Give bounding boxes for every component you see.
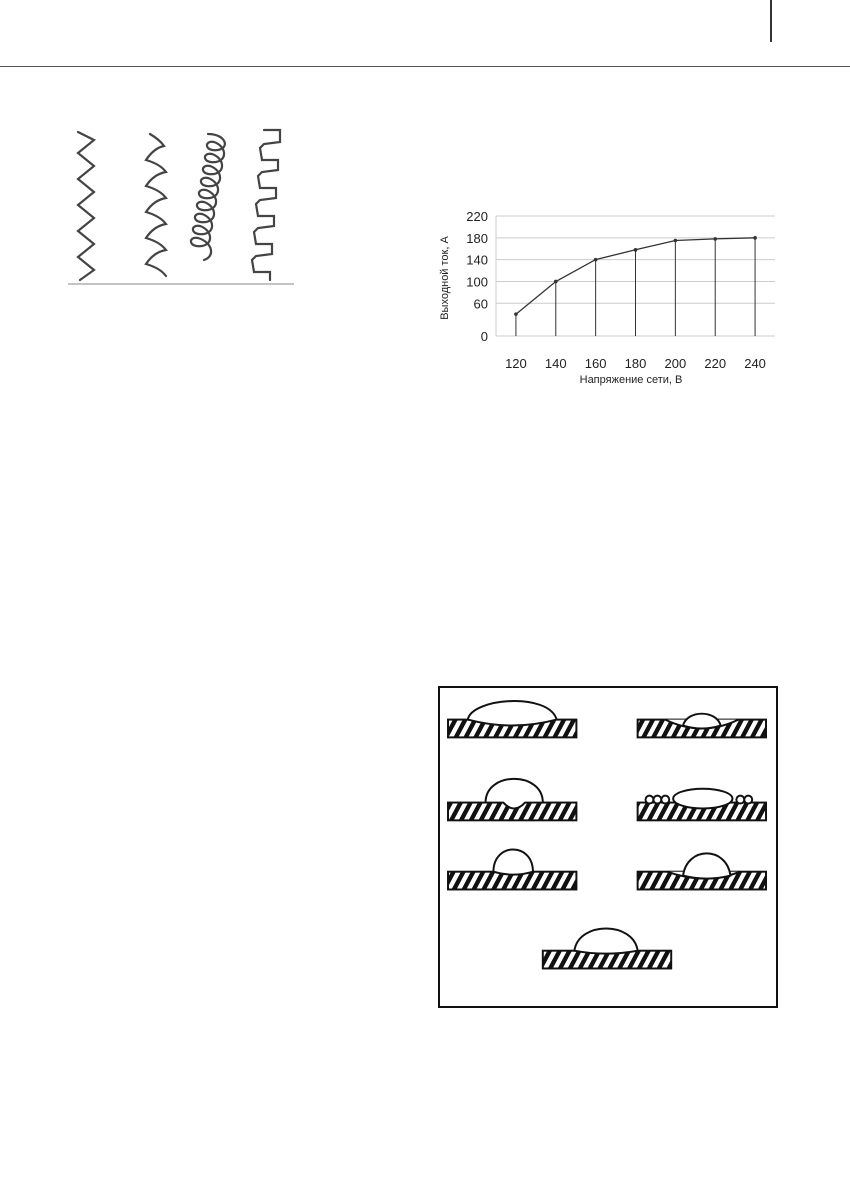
- data-point: [634, 248, 638, 252]
- x-tick-label: 200: [664, 356, 687, 371]
- header-rule: [0, 66, 850, 67]
- data-point: [554, 280, 558, 284]
- x-tick-label: 240: [744, 356, 766, 371]
- y-tick-label: 180: [466, 230, 488, 246]
- current-voltage-chart: [433, 200, 778, 395]
- y-tick-label: 220: [466, 209, 488, 224]
- loop-weave: [191, 134, 225, 260]
- weld-profile-2: [638, 714, 766, 738]
- crescent-weave: [146, 134, 166, 276]
- weld-profile-4: [638, 789, 766, 821]
- weld-profile-3: [448, 779, 576, 820]
- y-tick-labels: [466, 209, 488, 344]
- data-point: [514, 312, 518, 316]
- x-tick-labels: [505, 356, 766, 371]
- y-tick-label: 100: [466, 274, 488, 290]
- x-tick-label: 120: [505, 356, 527, 371]
- data-point: [594, 258, 598, 262]
- box-weave: [252, 130, 280, 280]
- x-tick-label: 160: [584, 356, 607, 371]
- y-axis-label: Выходной ток, А: [439, 236, 451, 320]
- x-tick-label: 180: [624, 356, 647, 371]
- y-tick-label: 0: [480, 329, 488, 344]
- weld-profile-7: [543, 928, 671, 968]
- weld-profile-1: [448, 701, 576, 737]
- y-tick-label: 60: [473, 296, 488, 312]
- x-tick-label: 220: [704, 356, 727, 371]
- x-axis-label: Напряжение сети, В: [579, 374, 683, 386]
- data-point: [674, 239, 678, 243]
- weld-profiles-figure: [438, 686, 778, 1008]
- weld-profile-5: [448, 849, 576, 889]
- data-point: [713, 237, 717, 241]
- weld-profile-6: [638, 853, 766, 889]
- header-tab-mark: [770, 0, 772, 42]
- x-tick-label: 140: [544, 356, 567, 371]
- zigzag-weave: [78, 132, 94, 280]
- chart-drop-lines: [516, 238, 755, 336]
- data-point: [753, 236, 757, 240]
- y-tick-label: 140: [466, 252, 488, 268]
- weave-patterns-figure: [68, 120, 294, 290]
